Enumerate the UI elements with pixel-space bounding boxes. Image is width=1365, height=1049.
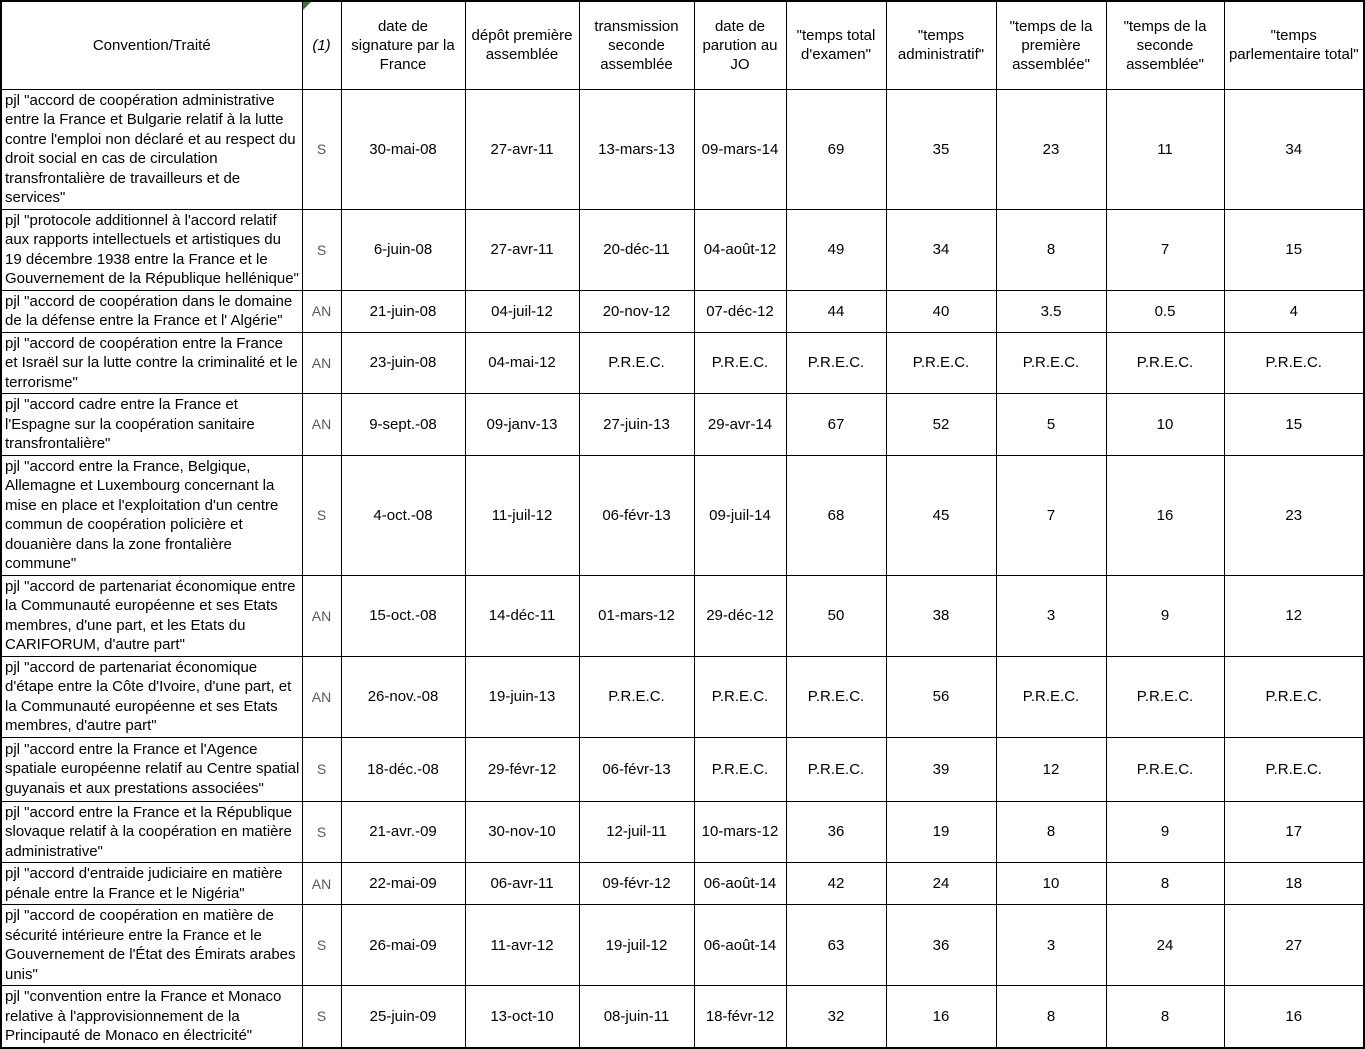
cell-signature: 15-oct.-08 [341,575,465,656]
cell-depot: 04-juil-12 [465,290,579,332]
cell-parlementaire: 17 [1224,801,1364,863]
cell-premiere: P.R.E.C. [996,332,1106,394]
cell-total-examen: 44 [786,290,886,332]
cell-seconde: 9 [1106,801,1224,863]
cell-seconde: 10 [1106,394,1224,456]
cell-administratif: 56 [886,656,996,737]
column-header-temps-administratif: "temps administratif" [886,1,996,89]
cell-parlementaire: 16 [1224,986,1364,1048]
cell-depot: 29-févr-12 [465,737,579,801]
cell-convention: pjl "accord entre la France, Belgique, Allemagne et Luxembourg concernant la mise en place et l'exploitation d'un centre commun de coopération policière et douanière dans la zone frontalière commune" [1,455,302,575]
cell-administratif: 24 [886,863,996,905]
table-row [1,801,1364,863]
cell-parlementaire: 15 [1224,209,1364,290]
cell-seconde: 8 [1106,986,1224,1048]
cell-premiere: P.R.E.C. [996,656,1106,737]
cell-assemblee: S [302,905,341,986]
cell-administratif: 45 [886,455,996,575]
column-header-convention: Convention/Traité [1,1,302,89]
cell-assemblee: AN [302,394,341,456]
cell-total-examen: P.R.E.C. [786,737,886,801]
cell-seconde: P.R.E.C. [1106,332,1224,394]
table-row [1,905,1364,986]
cell-premiere: 5 [996,394,1106,456]
cell-parlementaire: 23 [1224,455,1364,575]
cell-assemblee: S [302,455,341,575]
cell-jo: 06-août-14 [694,863,786,905]
cell-premiere: 12 [996,737,1106,801]
cell-transmission: 01-mars-12 [579,575,694,656]
cell-administratif: 19 [886,801,996,863]
cell-transmission: 19-juil-12 [579,905,694,986]
cell-premiere: 7 [996,455,1106,575]
table-row [1,332,1364,394]
cell-jo: 18-févr-12 [694,986,786,1048]
cell-depot: 04-mai-12 [465,332,579,394]
cell-assemblee: AN [302,863,341,905]
table-row [1,455,1364,575]
cell-total-examen: 50 [786,575,886,656]
cell-signature: 6-juin-08 [341,209,465,290]
cell-parlementaire: 15 [1224,394,1364,456]
cell-premiere: 8 [996,986,1106,1048]
cell-depot: 30-nov-10 [465,801,579,863]
cell-jo: P.R.E.C. [694,656,786,737]
cell-administratif: 40 [886,290,996,332]
cell-signature: 21-avr.-09 [341,801,465,863]
cell-jo: P.R.E.C. [694,332,786,394]
cell-assemblee: S [302,209,341,290]
cell-jo: 04-août-12 [694,209,786,290]
column-header-temps-premiere: "temps de la première assemblée" [996,1,1106,89]
column-header-temps-seconde: "temps de la seconde assemblée" [1106,1,1224,89]
column-header-temps-total-examen: "temps total d'examen" [786,1,886,89]
cell-depot: 19-juin-13 [465,656,579,737]
cell-transmission: 13-mars-13 [579,89,694,209]
cell-parlementaire: P.R.E.C. [1224,656,1364,737]
cell-seconde: 7 [1106,209,1224,290]
cell-convention: pjl "convention entre la France et Monaco relative à l'approvisionnement de la Principauté de Monaco en électricité" [1,986,302,1048]
cell-assemblee: S [302,801,341,863]
cell-administratif: 34 [886,209,996,290]
cell-seconde: 8 [1106,863,1224,905]
cell-jo: 09-juil-14 [694,455,786,575]
cell-total-examen: 67 [786,394,886,456]
cell-signature: 9-sept.-08 [341,394,465,456]
cell-depot: 06-avr-11 [465,863,579,905]
cell-signature: 18-déc.-08 [341,737,465,801]
cell-signature: 26-mai-09 [341,905,465,986]
cell-convention: pjl "accord de coopération administrative entre la France et Bulgarie relatif à la lutte contre l'emploi non déclaré et au respect du droit social en cas de circulation transfrontalière de travailleurs et de services" [1,89,302,209]
cell-total-examen: 36 [786,801,886,863]
cell-parlementaire: P.R.E.C. [1224,737,1364,801]
cell-signature: 21-juin-08 [341,290,465,332]
column-header-jo: date de parution au JO [694,1,786,89]
cell-transmission: 20-nov-12 [579,290,694,332]
cell-transmission: 20-déc-11 [579,209,694,290]
cell-assemblee: AN [302,290,341,332]
column-header-ref-label: (1) [312,36,331,54]
comment-marker-icon [303,2,311,10]
table-row [1,394,1364,456]
cell-transmission: 09-févr-12 [579,863,694,905]
cell-premiere: 3 [996,905,1106,986]
table-row [1,290,1364,332]
cell-total-examen: 68 [786,455,886,575]
column-header-depot: dépôt première assemblée [465,1,579,89]
column-header-transmission: transmission seconde assemblée [579,1,694,89]
cell-depot: 11-avr-12 [465,905,579,986]
cell-seconde: P.R.E.C. [1106,737,1224,801]
cell-parlementaire: 34 [1224,89,1364,209]
cell-seconde: 0.5 [1106,290,1224,332]
cell-convention: pjl "accord entre la France et la République slovaque relatif à la coopération en matière administrative" [1,801,302,863]
cell-jo: P.R.E.C. [694,737,786,801]
cell-transmission: P.R.E.C. [579,656,694,737]
table-row [1,863,1364,905]
cell-convention: pjl "accord de coopération en matière de sécurité intérieure entre la France et le Gouvernement de l'État des Émirats arabes unis" [1,905,302,986]
cell-seconde: 11 [1106,89,1224,209]
cell-transmission: 06-févr-13 [579,455,694,575]
cell-depot: 09-janv-13 [465,394,579,456]
cell-jo: 06-août-14 [694,905,786,986]
cell-signature: 22-mai-09 [341,863,465,905]
column-header-temps-parlementaire: "temps parlementaire total" [1224,1,1364,89]
cell-convention: pjl "accord de partenariat économique d'étape entre la Côte d'Ivoire, d'une part, et la Communauté européenne et ses Etats membres, d'autre part" [1,656,302,737]
table-row [1,986,1364,1048]
table-row [1,209,1364,290]
cell-convention: pjl "accord de partenariat économique entre la Communauté européenne et ses Etats membres, d'une part, et les Etats du CARIFORUM, d'autre part" [1,575,302,656]
cell-premiere: 3 [996,575,1106,656]
cell-depot: 11-juil-12 [465,455,579,575]
cell-convention: pjl "accord de coopération dans le domaine de la défense entre la France et l' Algérie" [1,290,302,332]
cell-transmission: 08-juin-11 [579,986,694,1048]
cell-seconde: 16 [1106,455,1224,575]
cell-total-examen: 69 [786,89,886,209]
cell-jo: 07-déc-12 [694,290,786,332]
cell-assemblee: AN [302,332,341,394]
cell-parlementaire: 18 [1224,863,1364,905]
cell-seconde: 24 [1106,905,1224,986]
cell-total-examen: 63 [786,905,886,986]
cell-administratif: 39 [886,737,996,801]
cell-administratif: 52 [886,394,996,456]
cell-signature: 23-juin-08 [341,332,465,394]
cell-administratif: 36 [886,905,996,986]
cell-convention: pjl "protocole additionnel à l'accord relatif aux rapports intellectuels et artistiques du 19 décembre 1938 entre la France et le Gouvernement de la République hellénique" [1,209,302,290]
cell-jo: 09-mars-14 [694,89,786,209]
table-row [1,89,1364,209]
cell-transmission: 27-juin-13 [579,394,694,456]
cell-signature: 26-nov.-08 [341,656,465,737]
cell-assemblee: S [302,89,341,209]
cell-jo: 10-mars-12 [694,801,786,863]
cell-seconde: P.R.E.C. [1106,656,1224,737]
cell-parlementaire: 12 [1224,575,1364,656]
cell-total-examen: P.R.E.C. [786,656,886,737]
table-row [1,575,1364,656]
cell-signature: 25-juin-09 [341,986,465,1048]
cell-premiere: 8 [996,801,1106,863]
cell-parlementaire: P.R.E.C. [1224,332,1364,394]
cell-signature: 4-oct.-08 [341,455,465,575]
cell-assemblee: S [302,737,341,801]
cell-transmission: 06-févr-13 [579,737,694,801]
cell-premiere: 8 [996,209,1106,290]
cell-premiere: 23 [996,89,1106,209]
table-row [1,656,1364,737]
cell-assemblee: S [302,986,341,1048]
cell-convention: pjl "accord entre la France et l'Agence spatiale européenne relatif au Centre spatial guyanais et aux prestations associées" [1,737,302,801]
cell-assemblee: AN [302,575,341,656]
header-row [1,1,1364,89]
cell-total-examen: 32 [786,986,886,1048]
cell-total-examen: P.R.E.C. [786,332,886,394]
cell-convention: pjl "accord de coopération entre la France et Israël sur la lutte contre la criminalité et le terrorisme" [1,332,302,394]
cell-convention: pjl "accord cadre entre la France et l'Espagne sur la coopération sanitaire transfrontalière" [1,394,302,456]
cell-depot: 14-déc-11 [465,575,579,656]
table-row [1,737,1364,801]
cell-assemblee: AN [302,656,341,737]
cell-total-examen: 49 [786,209,886,290]
cell-premiere: 3.5 [996,290,1106,332]
cell-parlementaire: 27 [1224,905,1364,986]
cell-convention: pjl "accord d'entraide judiciaire en matière pénale entre la France et le Nigéria" [1,863,302,905]
cell-parlementaire: 4 [1224,290,1364,332]
cell-seconde: 9 [1106,575,1224,656]
column-header-ref [302,1,341,89]
cell-administratif: 35 [886,89,996,209]
cell-signature: 30-mai-08 [341,89,465,209]
cell-transmission: 12-juil-11 [579,801,694,863]
cell-depot: 27-avr-11 [465,209,579,290]
cell-jo: 29-déc-12 [694,575,786,656]
cell-administratif: P.R.E.C. [886,332,996,394]
column-header-signature: date de signature par la France [341,1,465,89]
cell-administratif: 38 [886,575,996,656]
cell-jo: 29-avr-14 [694,394,786,456]
cell-depot: 13-oct-10 [465,986,579,1048]
cell-total-examen: 42 [786,863,886,905]
cell-premiere: 10 [996,863,1106,905]
cell-depot: 27-avr-11 [465,89,579,209]
cell-transmission: P.R.E.C. [579,332,694,394]
cell-administratif: 16 [886,986,996,1048]
